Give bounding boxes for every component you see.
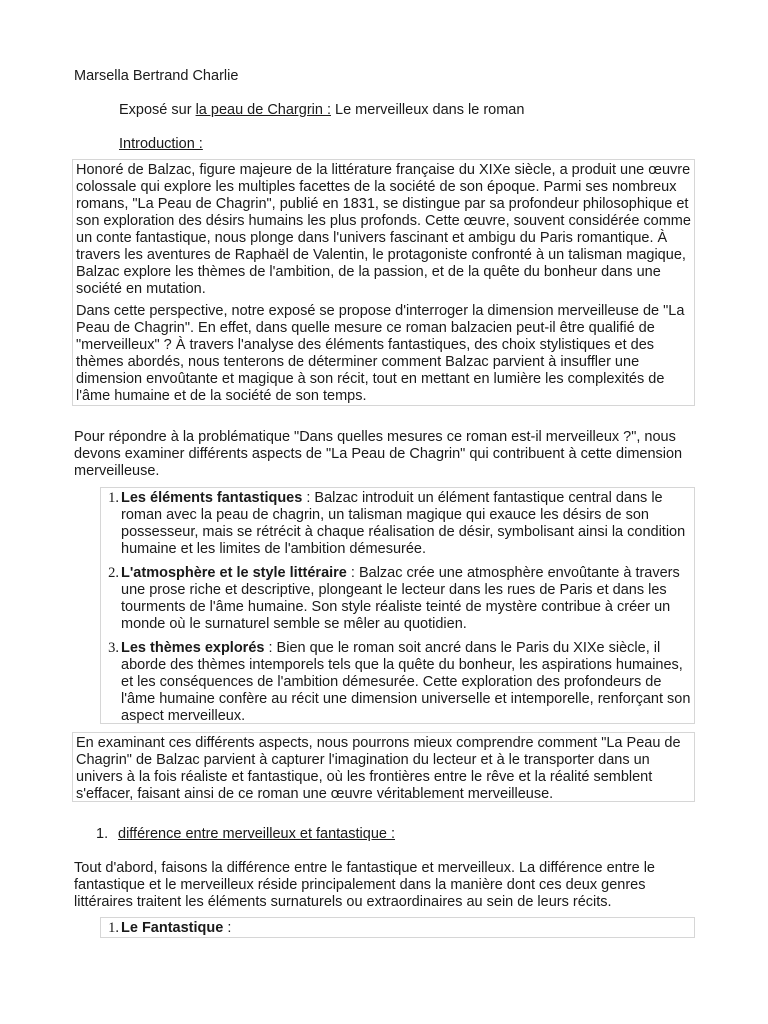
introduction-paragraph-2: Dans cette perspective, notre exposé se propose d'interroger la dimension merveilleuse de "La Peau de Chagrin". En effet, dans quelle mesure ce roman balzacien peut-il être qualifié de "merveilleux" ? À travers l'analyse des éléments fantastiques, des choix stylistiques et des thèmes abordés, nous tenterons de déterminer comment Balzac parvient à insuffler une dimension envoûtante et magique à son récit, tout en mettant en lumière les complexités de l'âme humaine et de la société de son temps. [76, 303, 685, 404]
section-heading [96, 826, 395, 843]
list-item-title: L'atmosphère et le style littéraire [121, 565, 347, 581]
list-item-number: 3. [108, 640, 119, 656]
introduction-heading: Introduction : [119, 136, 203, 152]
section-label: différence entre merveilleux et fantastique : [118, 826, 396, 842]
list-item-text [121, 565, 694, 633]
problematique-paragraph: Pour répondre à la problématique "Dans quelles mesures ce roman est-il merveilleux ?", nous devons examiner différents aspects de "La Peau de Chagrin" qui contribuent à cette dimension merveilleuse. [74, 429, 683, 479]
list-item-text [121, 490, 694, 558]
list-item-number: 2. [108, 565, 119, 581]
list-item-number: 1. [108, 490, 119, 506]
list-item-body: : Balzac introduit un élément fantastique central dans le roman avec la peau de chagrin, un talisman magique qui exauce les désirs de son possesseur, mais se rétrécit à chaque réalisation de désir, symbolisant ainsi la condition humaine et les limites de l'ambition démesurée. [121, 490, 686, 557]
expose-suffix: Le merveilleux dans le roman [331, 102, 525, 118]
conclusion-box [72, 732, 695, 802]
list-item-title: Les thèmes explorés [121, 640, 265, 656]
conclusion-paragraph: En examinant ces différents aspects, nous pourrons mieux comprendre comment "La Peau de Chagrin" de Balzac parvient à capturer l'imagination du lecteur et à le transporter dans un univers à la fois réaliste et fantastique, où les frontières entre le rêve et la réalité semblent s'effacer, faisant ainsi de ce roman une œuvre véritablement merveilleuse. [76, 735, 681, 802]
list-item-title: Les éléments fantastiques [121, 490, 303, 506]
expose-book-title: la peau de Chargrin : [195, 102, 331, 118]
list-item-text [121, 640, 694, 725]
list-item-body: : Balzac crée une atmosphère envoûtante à travers une prose riche et descriptive, plongeant le lecteur dans les rues de Paris et dans les tourments de l'âme humaine. Son style réaliste teinté de mystère contribue à créer un monde où le surnaturel semble se mêler au quotidien. [121, 565, 680, 632]
list-item-text [121, 920, 694, 937]
list-item-title: Le Fantastique [121, 920, 224, 936]
list-item-body: : Bien que le roman soit ancré dans le Paris du XIXe siècle, il aborde des thèmes intemporels tels que la quête du bonheur, les aspirations humaines, et les conséquences de l'ambition démesurée. Cette exploration des profondeurs de l'âme humaine confère au récit une dimension universelle et intemporelle, renforçant son aspect merveilleux. [121, 640, 691, 724]
expose-title [119, 102, 524, 119]
section-paragraph: Tout d'abord, faisons la différence entre le fantastique et merveilleux. La différence entre le fantastique et le merveilleux réside principalement dans la manière dont ces deux genres littéraires traitent les éléments surnaturels ou extraordinaires au sein de leurs récits. [74, 860, 655, 910]
section-number: 1. [96, 826, 109, 842]
list-item-body: : [223, 920, 232, 936]
introduction-paragraph-1: Honoré de Balzac, figure majeure de la littérature française du XIXe siècle, a produit une œuvre colossale qui explore les multiples facettes de la société de son époque. Parmi ses nombreux romans, "La Peau de Chagrin", publié en 1831, se distingue par sa profondeur philosophique et son exploration des désirs humains les plus profonds. Cette œuvre, souvent considérée comme un conte fantastique, nous plonge dans l'univers fascinant et ambigu du Paris romantique. À travers les aventures de Raphaël de Valentin, le protagoniste confronté à un talisman magique, Balzac explore les thèmes de l'ambition, de la passion, et de la quête du bonheur dans une société en mutation. [76, 162, 691, 297]
expose-prefix: Exposé sur [119, 102, 196, 118]
introduction-box [72, 159, 695, 406]
aspects-list [100, 487, 695, 724]
list-item-number: 1. [108, 920, 119, 936]
genres-list [100, 917, 695, 938]
author-name: Marsella Bertrand Charlie [74, 68, 239, 84]
